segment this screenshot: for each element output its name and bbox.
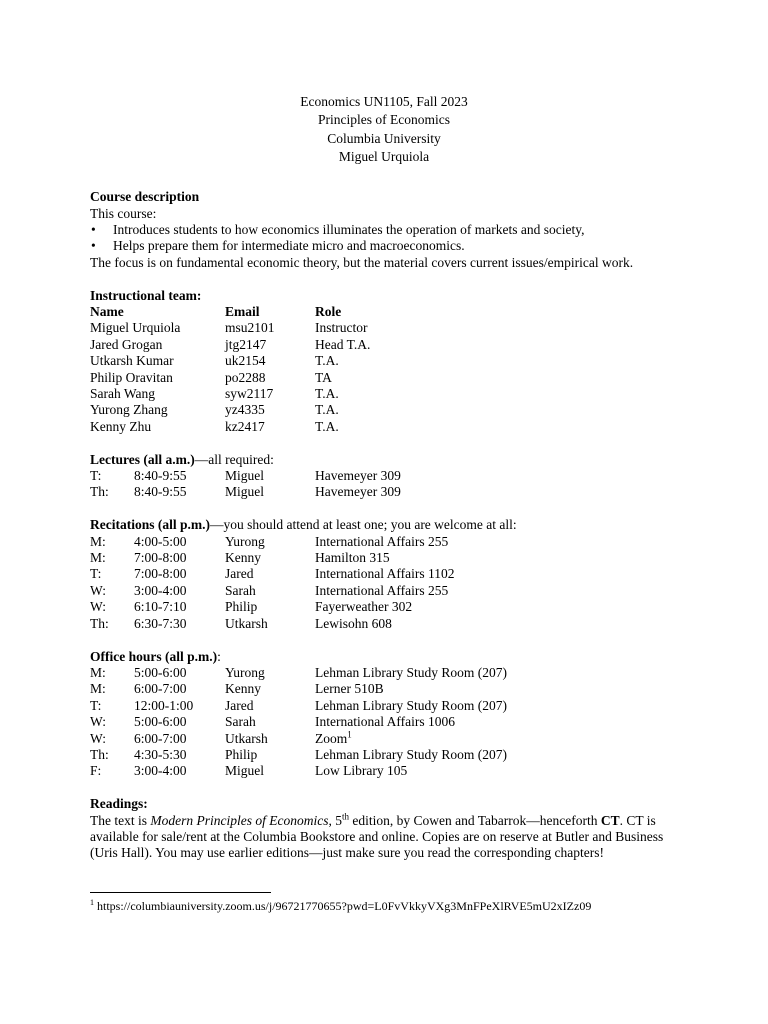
- recitations-table: [90, 534, 690, 632]
- table-cell: Sarah: [225, 714, 256, 730]
- table-cell: Utkarsh: [225, 615, 268, 631]
- table-row: [90, 714, 690, 730]
- table-cell: International Affairs 255: [315, 533, 449, 549]
- table-cell: Th:: [90, 746, 109, 762]
- table-row: [90, 698, 690, 714]
- table-cell: Kenny: [225, 681, 261, 697]
- recitations-section: [90, 517, 690, 632]
- table-cell: W:: [90, 730, 106, 746]
- readings-section: [90, 796, 690, 862]
- section-heading-suffix: —all required:: [194, 451, 274, 467]
- table-cell: po2288: [225, 369, 266, 385]
- section-heading: Course description: [90, 189, 200, 205]
- table-cell: Lerner 510B: [315, 681, 384, 697]
- table-cell: W:: [90, 714, 106, 730]
- table-cell: Philip: [225, 599, 258, 615]
- table-cell: Yurong: [225, 533, 265, 549]
- table-cell: W:: [90, 582, 106, 598]
- table-cell: 8:40-9:55: [134, 484, 187, 500]
- table-cell: Utkarsh: [225, 730, 268, 746]
- table-cell: uk2154: [225, 353, 266, 369]
- table-cell: Head T.A.: [315, 336, 371, 352]
- footnote-mark: 1: [90, 898, 94, 907]
- table-cell: Miguel: [225, 763, 264, 779]
- table-row: [90, 665, 690, 681]
- table-cell: International Affairs 1006: [315, 714, 455, 730]
- table-cell: T:: [90, 697, 102, 713]
- table-cell: Jared: [225, 566, 254, 582]
- table-cell: Havemeyer 309: [315, 468, 401, 484]
- table-cell: Miguel: [225, 484, 264, 500]
- course-code: Economics UN1105, Fall 2023: [300, 94, 468, 109]
- table-row: [90, 599, 690, 615]
- table-row: [90, 484, 690, 500]
- university-name: Columbia University: [327, 130, 441, 146]
- table-cell: T.A.: [315, 353, 339, 369]
- lectures-table: [90, 468, 690, 501]
- table-cell: Low Library 105: [315, 763, 408, 779]
- table-row: [90, 747, 690, 763]
- textbook-title: Modern Principles of Economics: [150, 812, 329, 828]
- table-cell: Kenny: [225, 550, 261, 566]
- table-cell: syw2117: [225, 386, 274, 402]
- table-cell: jtg2147: [225, 336, 267, 352]
- description-focus: The focus is on fundamental economic theory, but the material covers current issues/empirical work.: [90, 254, 634, 270]
- table-cell: W:: [90, 599, 106, 615]
- table-cell: International Affairs 255: [315, 582, 449, 598]
- column-header: Name: [90, 304, 124, 320]
- table-cell: T.A.: [315, 402, 339, 418]
- footnote-link[interactable]: https://columbiauniversity.zoom.us/j/96721770655?pwd=L0FvVkkyVXg3MnFPeXlRVE5mU2xIZz09: [94, 899, 592, 913]
- list-item: • Helps prepare them for intermediate micro and macroeconomics.: [90, 238, 690, 254]
- table-cell: M:: [90, 681, 106, 697]
- table-row: [90, 320, 690, 336]
- table-row: [90, 386, 690, 402]
- table-cell: 3:00-4:00: [134, 582, 187, 598]
- table-cell: Kenny Zhu: [90, 418, 152, 434]
- table-cell: Th:: [90, 615, 109, 631]
- instructional-team-section: [90, 288, 690, 436]
- table-cell: International Affairs 1102: [315, 566, 455, 582]
- table-row: [90, 763, 690, 779]
- table-cell: T.A.: [315, 418, 339, 434]
- table-cell: Sarah: [225, 582, 256, 598]
- table-cell: 12:00-1:00: [134, 697, 194, 713]
- lectures-section: [90, 452, 690, 501]
- table-cell: 7:00-8:00: [134, 550, 187, 566]
- table-cell: TA: [315, 369, 332, 385]
- table-row: [90, 370, 690, 386]
- table-row: [90, 583, 690, 599]
- table-cell: Lehman Library Study Room (207): [315, 697, 507, 713]
- course-header: [90, 93, 678, 166]
- table-cell: T:: [90, 566, 102, 582]
- table-cell: Fayerweather 302: [315, 599, 413, 615]
- table-cell: Yurong: [225, 664, 265, 680]
- section-heading-suffix: —you should attend at least one; you are welcome at all:: [209, 517, 517, 533]
- footnote-reference: 1: [347, 729, 352, 740]
- table-row: [90, 731, 690, 747]
- column-header: Email: [225, 304, 260, 320]
- readings-paragraph: The text is Modern Principles of Economics, 5th edition, by Cowen and Tabarrok—henceforth CT. CT is available for sale/rent at the Columbia Bookstore and online. Copies are on reserve at Butler and Business (Uris Hall). You may use earlier editions—just make sure you read the corresponding chapters!: [90, 811, 664, 861]
- textbook-abbreviation: CT: [600, 812, 620, 828]
- section-heading: Lectures (all a.m.): [90, 451, 195, 467]
- section-heading: Office hours (all p.m.): [90, 648, 218, 664]
- table-cell: 7:00-8:00: [134, 566, 187, 582]
- table-cell: 6:30-7:30: [134, 615, 187, 631]
- table-cell: Yurong Zhang: [90, 402, 168, 418]
- table-row: [90, 468, 690, 484]
- table-row: [90, 402, 690, 418]
- table-cell: Philip: [225, 746, 258, 762]
- table-cell: Miguel Urquiola: [90, 320, 181, 336]
- section-heading: Readings:: [90, 796, 148, 812]
- team-table-body: [90, 320, 690, 435]
- table-cell: yz4335: [225, 402, 265, 418]
- office-hours-table: [90, 665, 690, 780]
- table-cell: Zoom$^1$: [315, 729, 352, 746]
- table-row: [90, 419, 690, 435]
- table-cell: Sarah Wang: [90, 386, 156, 402]
- table-cell: M:: [90, 664, 106, 680]
- table-row: [90, 353, 690, 369]
- table-cell: 6:00-7:00: [134, 730, 187, 746]
- table-cell: Miguel: [225, 468, 264, 484]
- table-cell: Jared: [225, 697, 254, 713]
- team-table-header: [90, 304, 690, 320]
- syllabus-page: [90, 93, 690, 862]
- table-cell: 3:00-4:00: [134, 763, 187, 779]
- description-bullet-list: [90, 222, 690, 255]
- table-cell: T.A.: [315, 386, 339, 402]
- footnote: [90, 899, 591, 913]
- instructor-name: Miguel Urquiola: [338, 148, 430, 164]
- table-cell: M:: [90, 550, 106, 566]
- table-cell: T:: [90, 468, 102, 484]
- table-cell: 5:00-6:00: [134, 714, 187, 730]
- table-cell: Philip Oravitan: [90, 369, 173, 385]
- table-row: [90, 550, 690, 566]
- table-cell: M:: [90, 533, 106, 549]
- section-heading: Instructional team:: [90, 287, 202, 303]
- column-header: Role: [315, 304, 342, 320]
- table-row: [90, 616, 690, 632]
- table-cell: 6:10-7:10: [134, 599, 187, 615]
- table-cell: Th:: [90, 484, 109, 500]
- table-cell: Lehman Library Study Room (207): [315, 746, 507, 762]
- table-cell: 8:40-9:55: [134, 468, 187, 484]
- table-cell: F:: [90, 763, 102, 779]
- table-cell: Hamilton 315: [315, 550, 390, 566]
- table-cell: 4:00-5:00: [134, 533, 187, 549]
- list-item: • Introduces students to how economics illuminates the operation of markets and society,: [90, 222, 690, 238]
- table-cell: 5:00-6:00: [134, 664, 187, 680]
- table-cell: Utkarsh Kumar: [90, 353, 174, 369]
- footnote-divider: [90, 892, 271, 893]
- table-cell: kz2417: [225, 418, 265, 434]
- section-heading-suffix: :: [217, 648, 221, 664]
- table-row: [90, 566, 690, 582]
- table-row: [90, 681, 690, 697]
- table-cell: Instructor: [315, 320, 368, 336]
- table-cell: msu2101: [225, 320, 275, 336]
- table-cell: 4:30-5:30: [134, 746, 187, 762]
- section-heading: Recitations (all p.m.): [90, 517, 210, 533]
- table-cell: Lehman Library Study Room (207): [315, 664, 507, 680]
- office-hours-section: [90, 649, 690, 780]
- table-row: [90, 534, 690, 550]
- description-intro: This course:: [90, 205, 157, 221]
- table-cell: Lewisohn 608: [315, 615, 392, 631]
- table-cell: Jared Grogan: [90, 336, 163, 352]
- table-cell: Havemeyer 309: [315, 484, 401, 500]
- course-description-section: [90, 189, 690, 271]
- table-cell: 6:00-7:00: [134, 681, 187, 697]
- course-title: Principles of Economics: [318, 112, 450, 128]
- table-row: [90, 337, 690, 353]
